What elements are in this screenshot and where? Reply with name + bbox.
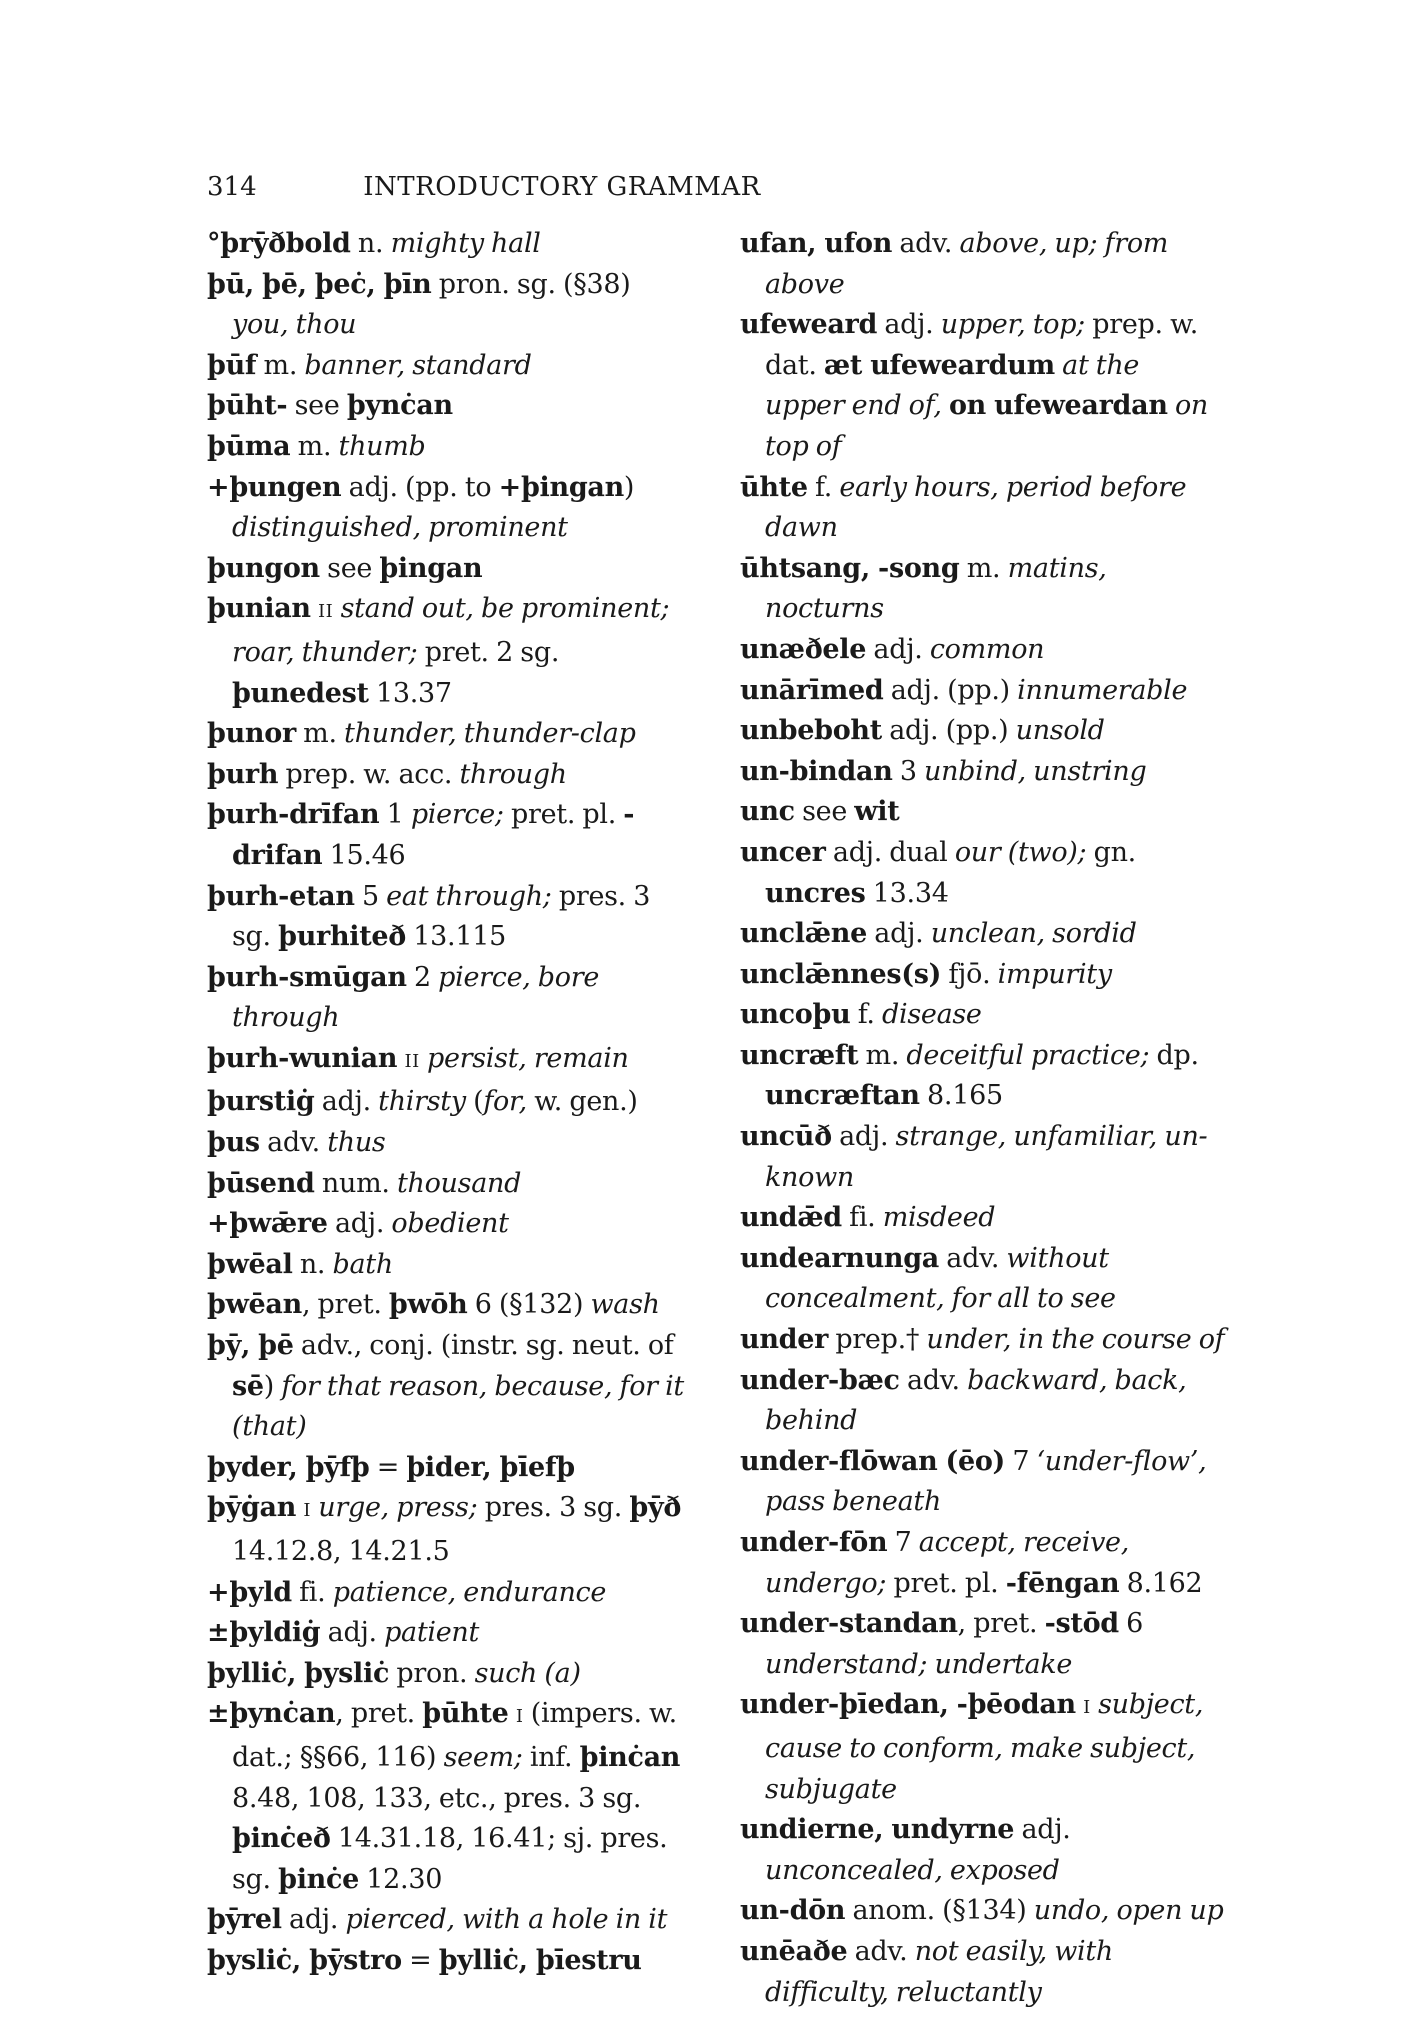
headword: uncoþu	[740, 999, 851, 1031]
glossary-entry	[740, 305, 1225, 467]
glossary-entry	[207, 1448, 692, 1489]
headword: +þyld	[207, 1576, 292, 1608]
headword: þȳrel	[207, 1904, 282, 1936]
headword: +þungen	[207, 471, 342, 503]
glossary-entry	[207, 1941, 692, 1982]
headword: þus	[207, 1127, 260, 1159]
entry-text: n.	[292, 1248, 333, 1280]
entry-text: adj. (pp.)	[881, 715, 1016, 747]
entry-text: see	[794, 796, 855, 828]
headword: þynċan	[346, 390, 453, 422]
entry-text: 13.34	[865, 877, 949, 909]
headword: un-bindan	[740, 755, 893, 787]
glossary-entry	[740, 671, 1225, 712]
gloss: pierce, bore through	[232, 961, 600, 1034]
headword: uncūð	[740, 1121, 832, 1153]
headword: þȳġan	[207, 1492, 297, 1524]
glossary-entry	[207, 714, 692, 755]
glossary-entry	[207, 1123, 692, 1164]
glossary-entry	[207, 1654, 692, 1695]
headword: ±þyldiġ	[207, 1617, 321, 1649]
glossary-entry	[740, 711, 1225, 752]
gloss: pierce;	[410, 799, 504, 831]
gloss: stand out, be prominent; roar, thunder;	[232, 593, 670, 668]
glossary-entry	[207, 1900, 692, 1941]
entry-text: 14.31.18, 16.41; sj. pres. sg.	[232, 1823, 668, 1895]
entry-text: (impers. w. dat.; §§66, 116)	[232, 1698, 677, 1773]
gloss: unbind, unstring	[924, 755, 1147, 787]
gloss: unclean, sordid	[930, 918, 1137, 950]
entry-text: m.	[256, 349, 305, 381]
entry-text: adj.	[831, 1121, 896, 1153]
glossary-entry	[207, 1326, 692, 1448]
headword: under-bæc	[740, 1364, 900, 1396]
glossary-entry	[740, 1442, 1225, 1523]
entry-text	[509, 1698, 516, 1729]
glossary-entry	[740, 1117, 1225, 1198]
glossary-entry	[207, 1488, 692, 1572]
glossary-entry	[740, 549, 1225, 630]
gloss: under, in the course of	[926, 1324, 1225, 1356]
entry-text: adv.	[899, 1364, 968, 1396]
headword: uncres	[765, 877, 866, 909]
glossary-entry	[207, 1082, 692, 1123]
entry-text: prep.†	[828, 1324, 927, 1356]
entry-text: , pret.	[335, 1698, 423, 1730]
entry-text: 8.162	[1119, 1567, 1203, 1599]
glossary-entry	[740, 955, 1225, 996]
entry-text: (	[465, 1086, 484, 1118]
glossary-entry	[207, 1204, 692, 1245]
entry-text: anom. (§134)	[845, 1895, 1034, 1927]
glossary-entry	[740, 995, 1225, 1036]
glossary-entry	[740, 1523, 1225, 1604]
glossary-entry	[740, 224, 1225, 305]
headword: þūht-	[207, 390, 288, 422]
entry-text: , pret.	[957, 1608, 1045, 1640]
entry-text: adj.	[877, 309, 941, 341]
headword: ufeweard	[740, 309, 878, 341]
entry-text: adv.	[259, 1127, 328, 1159]
headword: unclǣnnes(s)	[740, 958, 942, 990]
page-number: 314	[207, 172, 257, 202]
entry-text: pron.	[389, 1657, 475, 1689]
gloss: such (a)	[474, 1657, 581, 1689]
gloss: on top of	[765, 390, 1208, 462]
glossary-entry	[207, 1245, 692, 1286]
verb-class: I	[515, 1706, 524, 1728]
entry-text: adj. (pp. to	[341, 471, 499, 503]
glossary-entry	[740, 752, 1225, 793]
glossary-entry	[740, 1361, 1225, 1442]
headword: þȳð	[629, 1492, 682, 1524]
entry-text: 13.115	[406, 921, 506, 953]
headword: ufan, ufon	[740, 228, 893, 259]
glossary-entry	[740, 1036, 1225, 1117]
gloss: misdeed	[882, 1202, 996, 1234]
verb-class: I	[303, 1500, 311, 1522]
headword: þider, þīefþ	[406, 1451, 575, 1483]
glossary-entry	[740, 1685, 1225, 1810]
entry-text: 8.165	[919, 1080, 1003, 1112]
gloss: subject, cause to conform, make subject, subjugate	[765, 1689, 1204, 1805]
glossary-entry	[207, 1573, 692, 1614]
glossary-entry	[740, 1239, 1225, 1320]
running-title: INTRODUCTORY GRAMMAR	[363, 172, 761, 202]
headword: þurhiteð	[278, 921, 406, 953]
headword: -fēngan	[1005, 1567, 1120, 1599]
entry-text: 1	[379, 799, 411, 831]
headword: þūma	[207, 430, 291, 462]
headword: wit	[854, 796, 900, 828]
glossary-entry	[740, 1891, 1225, 1932]
entry-text	[311, 593, 318, 624]
headword: þwēal	[207, 1248, 293, 1280]
glossary-entry	[207, 1039, 692, 1083]
glossary-entry	[207, 958, 692, 1039]
gloss: matins, nocturns	[765, 552, 1107, 625]
headword: unbeboht	[740, 715, 882, 747]
headword: þyder, þȳfþ	[207, 1451, 370, 1483]
entry-text: m.	[858, 1039, 907, 1071]
headword: þungon	[207, 552, 320, 584]
entry-text: w. gen.)	[526, 1086, 638, 1118]
gloss: obedient	[391, 1208, 509, 1240]
entry-text: )	[263, 1370, 282, 1402]
verb-class: I	[1083, 1697, 1091, 1719]
gloss: persist, remain	[426, 1042, 629, 1074]
gloss: pierced, with a hole in it	[345, 1904, 668, 1936]
verb-class: II	[404, 1050, 420, 1072]
entry-text: )	[623, 471, 635, 503]
entry-text: adj. dual	[825, 836, 955, 868]
entry-text: fi.	[291, 1576, 333, 1608]
entry-text: adj.	[866, 633, 930, 665]
entry-text	[420, 1043, 427, 1074]
headword: °þrȳðbold	[207, 228, 351, 259]
entry-text: adj.	[867, 918, 931, 950]
glossary-entry	[207, 1613, 692, 1654]
glossary-entry	[740, 1198, 1225, 1239]
gloss: through	[459, 758, 567, 790]
entry-text: see	[319, 552, 380, 584]
gloss: common	[929, 633, 1045, 665]
entry-text: fi.	[841, 1202, 883, 1234]
entry-text: m.	[290, 430, 339, 462]
headword: þurh	[207, 758, 279, 790]
glossary-entry	[207, 265, 692, 346]
entry-text: adj. (pp.)	[883, 674, 1018, 706]
gloss: unsold	[1015, 715, 1105, 747]
gloss: not easily, with difficulty, reluctantly	[765, 1935, 1114, 2008]
headword: þunedest	[232, 677, 369, 709]
headword: under-standan	[740, 1608, 958, 1640]
glossary-entry	[740, 1320, 1225, 1361]
glossary-entry	[207, 755, 692, 796]
gloss: strange, unfamiliar, unknown	[765, 1121, 1208, 1193]
gloss: thunder, thunder-clap	[344, 718, 636, 750]
headword: þwōh	[388, 1289, 468, 1321]
glossary-entry	[207, 1285, 692, 1326]
headword: under-flōwan (ēo)	[740, 1445, 1006, 1477]
gloss: ‘under-flow’, pass beneath	[765, 1445, 1207, 1518]
entry-text: adv.	[939, 1242, 1007, 1274]
gloss: thirsty	[378, 1086, 466, 1118]
gloss: innumerable	[1017, 674, 1188, 706]
entry-text: 2	[406, 961, 439, 993]
headword: unæðele	[740, 633, 867, 665]
entry-text: num.	[314, 1167, 397, 1199]
entry-text: 7	[887, 1527, 919, 1558]
entry-text	[942, 390, 949, 421]
headword: uncræftan	[765, 1080, 920, 1112]
glossary-entry	[207, 224, 692, 265]
gloss: at the upper end of,	[765, 349, 1140, 422]
entry-text	[1091, 1689, 1098, 1720]
entry-text: adj.	[314, 1086, 379, 1118]
headword: þurh-etan	[207, 880, 355, 912]
glossary-entry	[740, 1932, 1225, 2013]
headword: ±þynċan	[207, 1698, 336, 1730]
entry-text: adj.	[327, 1208, 392, 1240]
entry-text: , pret.	[301, 1289, 389, 1321]
headword: þinċeð	[232, 1823, 331, 1855]
entry-text: prep. w. acc.	[278, 758, 460, 790]
entry-text: 13.37	[368, 677, 452, 709]
headword: þingan	[379, 552, 483, 584]
glossary-entry	[740, 1604, 1225, 1685]
headword: þurh-wunian	[207, 1042, 398, 1074]
entry-text: =	[401, 1944, 439, 1976]
gloss: you, thou	[232, 309, 357, 341]
entry-text: fjō.	[941, 958, 998, 990]
headword: þȳ, þē	[207, 1330, 294, 1362]
glossary-column-left	[207, 224, 692, 1982]
entry-text: adj.	[281, 1904, 346, 1936]
entry-text: 3	[892, 755, 924, 787]
entry-text: adv.	[892, 228, 960, 259]
headword: uncræft	[740, 1039, 859, 1071]
entry-text: 14.12.8, 14.21.5	[232, 1536, 450, 1567]
gloss: disease	[882, 999, 982, 1031]
gloss: without concealment, for all to see	[765, 1242, 1116, 1315]
headword: sē	[232, 1370, 264, 1402]
gloss: early hours, period before dawn	[765, 471, 1187, 544]
gloss: upper, top;	[940, 309, 1085, 341]
gloss: bath	[332, 1248, 393, 1280]
gloss: thousand	[396, 1167, 522, 1199]
gloss: urge, press;	[318, 1492, 478, 1524]
glossary-entry	[207, 386, 692, 427]
entry-text: f.	[807, 471, 840, 503]
headword: þūhte	[422, 1698, 509, 1730]
glossary-column-right	[740, 224, 1225, 2013]
headword: ūhte	[740, 471, 808, 503]
headword: -stōd	[1044, 1608, 1119, 1640]
gloss: eat through;	[386, 880, 552, 912]
headword: þūsend	[207, 1167, 315, 1199]
entry-text: adj.	[1014, 1814, 1071, 1846]
headword: þysliċ, þȳstro	[207, 1944, 402, 1976]
entry-text: pret. 2 sg.	[417, 636, 560, 668]
headword: unc	[740, 796, 795, 828]
headword: uncer	[740, 836, 826, 868]
headword: þunor	[207, 718, 296, 750]
gloss: distinguished, prominent	[232, 512, 568, 544]
gloss: mighty hall	[390, 228, 541, 259]
headword: un-dōn	[740, 1895, 846, 1927]
gloss: undo, open up	[1033, 1895, 1224, 1927]
headword: undearnunga	[740, 1242, 940, 1274]
headword: þurh-drīfan	[207, 799, 380, 831]
headword: -drifan	[232, 799, 635, 871]
gloss: for that reason, because, for it (that)	[232, 1370, 684, 1443]
headword: under-fōn	[740, 1527, 888, 1558]
glossary-entry	[207, 795, 692, 876]
verb-class: II	[318, 601, 334, 623]
entry-text: pres. 3 sg.	[232, 880, 651, 953]
entry-text: pret. pl.	[503, 799, 624, 831]
glossary-entry	[740, 792, 1225, 833]
gloss: seem;	[443, 1741, 523, 1773]
glossary-entry	[207, 877, 692, 958]
gloss: deceitful practice;	[906, 1039, 1150, 1071]
entry-text: adv.	[847, 1935, 915, 1967]
gloss: backward, back, behind	[765, 1364, 1187, 1437]
headword: þurh-smūgan	[207, 961, 407, 993]
headword: þylliċ, þīestru	[438, 1944, 642, 1976]
gloss: impurity	[997, 958, 1112, 990]
entry-text: pron. sg. (§38)	[431, 268, 631, 300]
headword: under-þīedan, -þēodan	[740, 1689, 1076, 1721]
gloss: patient	[384, 1617, 480, 1649]
entry-text	[1168, 390, 1175, 421]
headword: unclǣne	[740, 918, 867, 950]
glossary-entry	[740, 1810, 1225, 1891]
entry-text: 5	[354, 880, 387, 912]
glossary-entry	[207, 1694, 692, 1900]
entry-text: pret. pl.	[886, 1567, 1006, 1599]
entry-text: 6 (§132)	[467, 1289, 591, 1321]
entry-text: dp.	[1149, 1039, 1199, 1071]
gloss: thumb	[338, 430, 426, 462]
gloss: above, up; from above	[765, 228, 1169, 300]
entry-text: 7	[1005, 1445, 1037, 1477]
headword: undǣd	[740, 1202, 842, 1234]
entry-text: see	[287, 390, 347, 422]
gloss: understand; undertake	[765, 1648, 1073, 1680]
gloss: unconcealed, exposed	[765, 1854, 1060, 1886]
entry-text: adj.	[320, 1617, 385, 1649]
glossary-entry	[740, 914, 1225, 955]
gloss: for,	[483, 1086, 527, 1118]
glossary-entry	[207, 1164, 692, 1205]
entry-text: 12.30	[359, 1863, 443, 1895]
headword: +þingan	[498, 471, 624, 503]
entry-text: adv., conj. (instr. sg. neut. of	[293, 1330, 674, 1362]
entry-text: n.	[350, 228, 391, 259]
glossary-entry	[207, 549, 692, 590]
entry-text: f.	[850, 999, 883, 1031]
entry-text: 8.48, 108, 133, etc., pres. 3 sg.	[232, 1782, 642, 1814]
gloss: our (two);	[954, 836, 1087, 868]
gloss: accept, receive, undergo;	[765, 1527, 1130, 1599]
headword: +þwǣre	[207, 1208, 328, 1240]
entry-text: m.	[295, 718, 345, 750]
entry-text: pres. 3 sg.	[477, 1492, 630, 1524]
entry-text: 6	[1118, 1608, 1144, 1640]
glossary-entry	[740, 468, 1225, 549]
entry-text: 15.46	[322, 839, 406, 871]
glossary-entry	[207, 346, 692, 387]
entry-text	[333, 593, 340, 624]
entry-text: m.	[959, 552, 1008, 584]
glossary-entry	[740, 833, 1225, 914]
running-header	[207, 170, 917, 204]
entry-text: prep. w. dat.	[765, 309, 1198, 381]
headword: þūf	[207, 349, 257, 381]
entry-text: inf.	[522, 1741, 580, 1773]
glossary-entry	[207, 468, 692, 549]
headword: þwēan	[207, 1289, 302, 1321]
glossary-entry	[207, 427, 692, 468]
headword: þū, þē, þeċ, þīn	[207, 268, 432, 300]
glossary-entry	[207, 589, 692, 714]
headword: þinċe	[278, 1863, 359, 1895]
gloss: patience, endurance	[332, 1576, 607, 1608]
headword: þylliċ, þysliċ	[207, 1657, 390, 1689]
headword: þunian	[207, 593, 311, 625]
headword: þinċan	[579, 1741, 681, 1773]
headword: þurstiġ	[207, 1086, 315, 1118]
headword: unārīmed	[740, 674, 884, 706]
headword: ūhtsang, -song	[740, 552, 960, 584]
headword: on ufeweardan	[948, 390, 1168, 422]
headword: undierne, undyrne	[740, 1814, 1015, 1846]
entry-text: =	[369, 1451, 407, 1483]
headword: æt ufeweardum	[823, 349, 1055, 381]
glossary-entry	[740, 630, 1225, 671]
gloss: banner, standard	[304, 349, 532, 381]
entry-text: gn.	[1086, 836, 1136, 868]
headword: unēaðe	[740, 1935, 848, 1967]
headword: under	[740, 1324, 829, 1356]
gloss: thus	[327, 1127, 386, 1159]
gloss: wash	[590, 1289, 660, 1321]
